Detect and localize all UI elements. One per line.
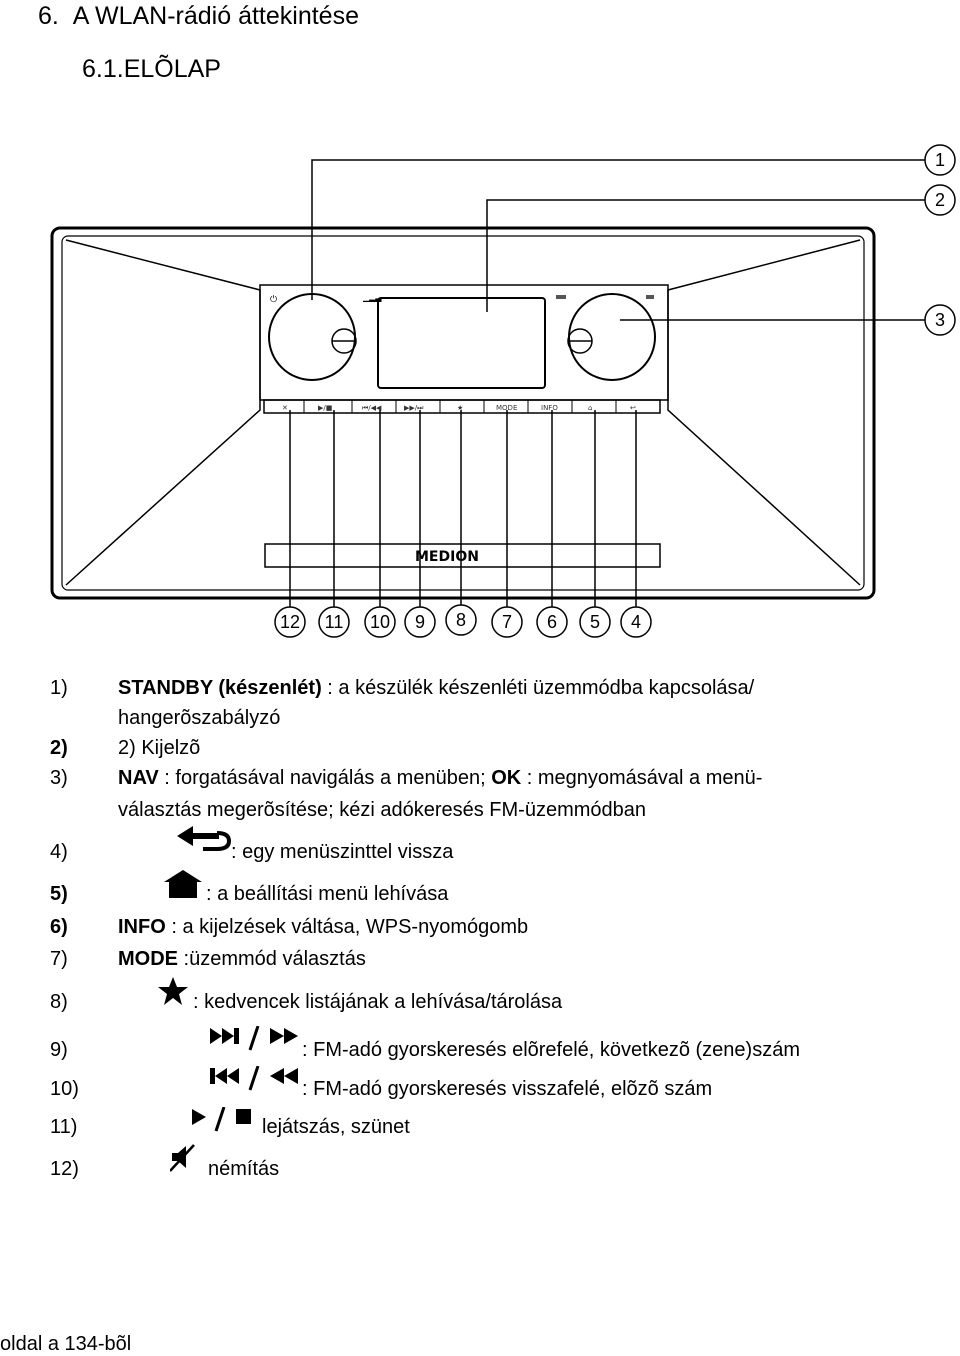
callout-3: 3: [934, 310, 946, 330]
svg-text:↩: ↩: [630, 404, 636, 412]
svg-text:▶▶/⏭: ▶▶/⏭: [404, 404, 424, 412]
callout-2: 2: [934, 190, 946, 210]
skip-back-rewind-icon: [210, 1066, 302, 1092]
standby-volume-knob: [269, 294, 355, 380]
section-heading: 6. A WLAN-rádió áttekintése: [38, 2, 359, 30]
svg-text:⏮/◀◀: ⏮/◀◀: [362, 404, 382, 412]
nav-ok-knob: [569, 294, 655, 380]
brand-logo: MEDION: [415, 549, 479, 565]
svg-text:★: ★: [457, 404, 464, 412]
home-icon: [164, 870, 202, 898]
callout-12: 12: [279, 612, 301, 632]
svg-text:▶/■: ▶/■: [318, 404, 333, 412]
star-icon: [158, 977, 188, 1005]
front-panel-diagram: [0, 140, 960, 650]
svg-text:⌂: ⌂: [588, 404, 593, 412]
callout-8: 8: [455, 610, 467, 630]
callout-5: 5: [589, 612, 601, 632]
subsection-heading: 6.1.ELÕLAP: [82, 55, 221, 83]
callout-4: 4: [630, 612, 642, 632]
svg-text:⏻: ⏻: [270, 295, 278, 305]
info-button-label: INFO: [541, 404, 558, 412]
svg-text:✕: ✕: [282, 404, 288, 412]
mute-icon: [170, 1143, 196, 1173]
callout-7: 7: [501, 612, 513, 632]
callout-1: 1: [934, 150, 946, 170]
back-arrow-icon: [177, 826, 233, 858]
callout-11: 11: [324, 612, 344, 632]
callout-9: 9: [414, 612, 426, 632]
page-footer: oldal a 134-bõl: [0, 1333, 132, 1355]
svg-text:▁▂▃: ▁▂▃: [363, 293, 382, 302]
callout-6: 6: [546, 612, 558, 632]
control-panel: [260, 285, 668, 400]
play-stop-icon: [190, 1107, 254, 1133]
skip-forward-fast-forward-icon: [210, 1026, 302, 1052]
callout-10: 10: [369, 612, 391, 632]
display-screen: [378, 298, 545, 388]
mode-button-label: MODE: [496, 404, 518, 412]
